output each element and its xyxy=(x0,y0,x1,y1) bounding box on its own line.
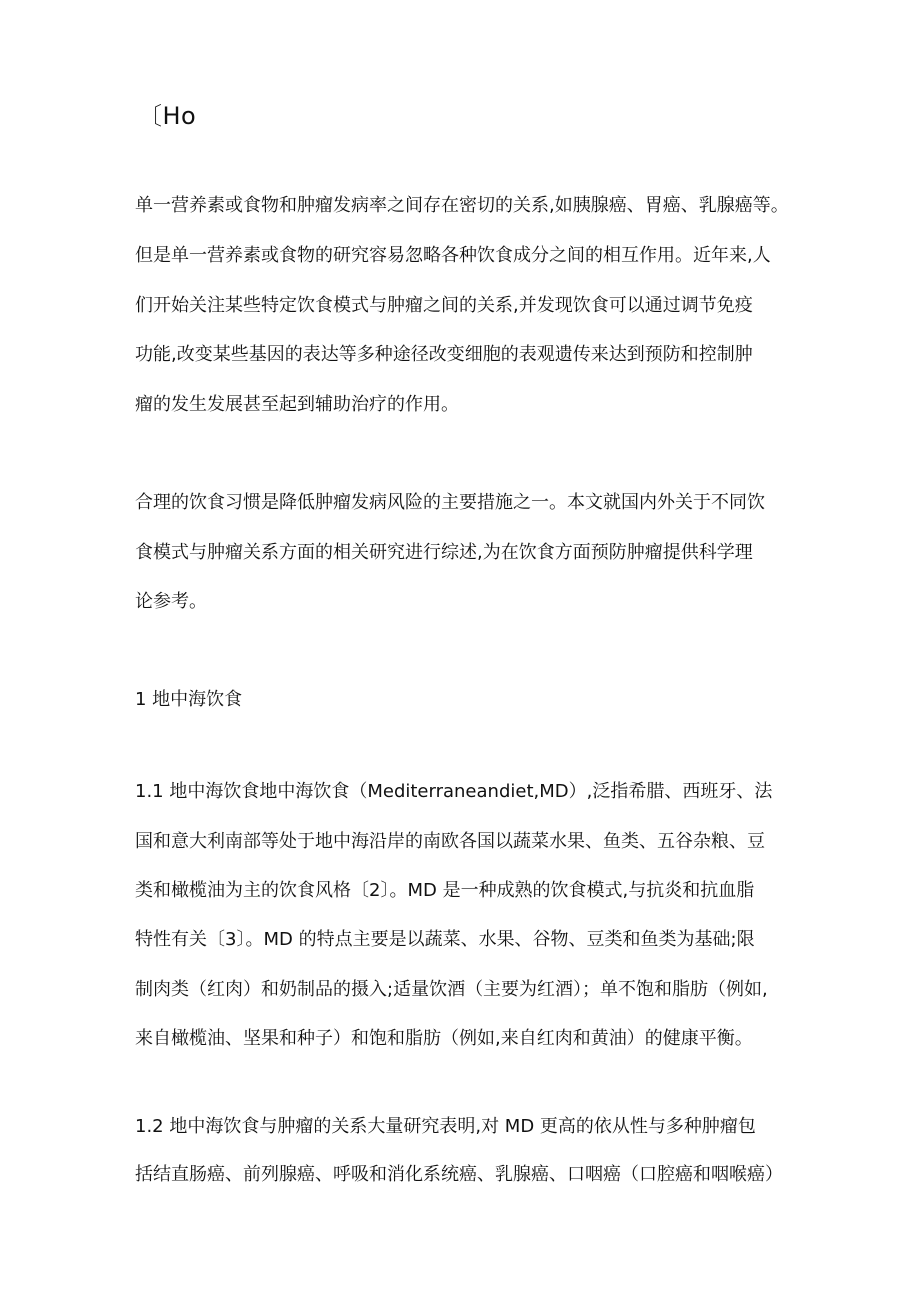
section-1-1-line-4: 特性有关〔3〕。MD 的特点主要是以蔬菜、水果、谷物、豆类和鱼类为基础;限 xyxy=(135,929,755,950)
paragraph-1-line-1: 单一营养素或食物和肿瘤发病率之间存在密切的关系,如胰腺癌、胃癌、乳腺癌等。 xyxy=(135,195,789,216)
section-1-2-line-2: 括结直肠癌、前列腺癌、呼吸和消化系统癌、乳腺癌、口咽癌（口腔癌和咽喉癌） xyxy=(135,1164,783,1185)
paragraph-1-line-2: 但是单一营养素或食物的研究容易忽略各种饮食成分之间的相互作用。近年来,人 xyxy=(135,245,771,266)
paragraph-1-line-5: 瘤的发生发展甚至起到辅助治疗的作用。 xyxy=(135,394,459,415)
section-1-1-line-2: 国和意大利南部等处于地中海沿岸的南欧各国以蔬菜水果、鱼类、五谷杂粮、豆 xyxy=(135,831,765,852)
paragraph-2-line-3: 论参考。 xyxy=(135,591,207,612)
section-1-1-line-6: 来自橄榄油、坚果和种子）和饱和脂肪（例如,来自红肉和黄油）的健康平衡。 xyxy=(135,1028,753,1049)
paragraph-2-line-1: 合理的饮食习惯是降低肿瘤发病风险的主要措施之一。本文就国内外关于不同饮 xyxy=(135,492,765,513)
page-heading: 〔Ho xyxy=(138,102,197,130)
section-heading-1: 1 地中海饮食 xyxy=(135,689,243,710)
section-1-1-line-1: 1.1 地中海饮食地中海饮食（Mediterraneandiet,MD）,泛指希腊、西班牙、法 xyxy=(135,781,773,802)
paragraph-1-line-3: 们开始关注某些特定饮食模式与肿瘤之间的关系,并发现饮食可以通过调节免疫 xyxy=(135,295,753,316)
paragraph-1-line-4: 功能,改变某些基因的表达等多种途径改变细胞的表观遗传来达到预防和控制肿 xyxy=(135,344,753,365)
section-1-1-line-5: 制肉类（红肉）和奶制品的摄入;适量饮酒（主要为红酒）；单不饱和脂肪（例如, xyxy=(135,979,768,1000)
section-1-2-line-1: 1.2 地中海饮食与肿瘤的关系大量研究表明,对 MD 更高的依从性与多种肿瘤包 xyxy=(135,1116,756,1137)
paragraph-2-line-2: 食模式与肿瘤关系方面的相关研究进行综述,为在饮食方面预防肿瘤提供科学理 xyxy=(135,542,753,563)
section-1-1-line-3: 类和橄榄油为主的饮食风格〔2〕。MD 是一种成熟的饮食模式,与抗炎和抗血脂 xyxy=(135,880,755,901)
